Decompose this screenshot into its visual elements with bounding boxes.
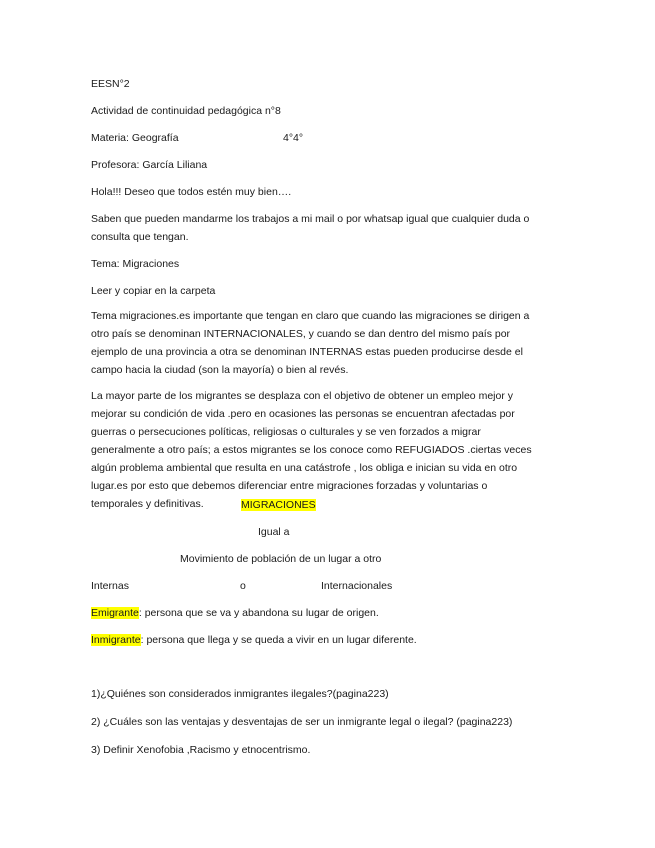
diagram-equals: Igual a xyxy=(258,526,290,538)
instruction-line: Leer y copiar en la carpeta xyxy=(91,285,216,297)
paragraph-migrations-types: Tema migraciones.es importante que tengan en claro que cuando las migraciones se dirigen a otro país se denominan INTERNACIONALES, y cuando se dan dentro del mismo país por ejemplo de una provincia a otra se denominan INTERNAS estas pueden producirse desde el campo hacia la ciudad (son la mayoría) o bien al revés. xyxy=(91,310,530,376)
school-name: EESN°2 xyxy=(91,78,130,90)
paragraph-migrants-reasons: La mayor parte de los migrantes se desplaza con el objetivo de obtener un empleo mejor y mejorar su condición de vida .pero en ocasiones las personas se encuentran afectadas por guerras o persecuciones políticas, religiosas o culturales y se ven forzados a migrar generalmente a otro país; a estos migrantes se los conoce como REFUGIADOS .ciertas veces algún problema ambiental que resulta en una catástrofe , los obliga e inician su vida en otro lugar.es por esto que debemos diferenciar entre migraciones forzadas y voluntarias o temporales y definitivas. xyxy=(91,390,532,510)
diagram-definition: Movimiento de población de un lugar a otro xyxy=(180,553,382,565)
teacher-name: Profesora: García Liliana xyxy=(91,159,208,171)
activity-title: Actividad de continuidad pedagógica n°8 xyxy=(91,105,281,117)
question-3: 3) Definir Xenofobia ,Racismo y etnocentrismo. xyxy=(91,744,311,756)
greeting: Hola!!! Deseo que todos estén muy bien…. xyxy=(91,186,292,198)
definition-emigrant-text: : persona que se va y abandona su lugar de origen. xyxy=(138,607,379,619)
diagram-title xyxy=(241,497,316,513)
term-immigrant: Inmigrante xyxy=(91,634,141,646)
topic-line: Tema: Migraciones xyxy=(91,258,180,270)
subject-line: Materia: Geografía xyxy=(91,132,179,144)
question-1: 1)¿Quiénes son considerados inmigrantes ilegales?(pagina223) xyxy=(91,688,389,700)
diagram-title-text: MIGRACIONES xyxy=(241,499,316,511)
diagram-international: Internacionales xyxy=(321,580,393,592)
definition-immigrant xyxy=(91,632,417,648)
question-2: 2) ¿Cuáles son las ventajas y desventajas de ser un inmigrante legal o ilegal? (pagina223) xyxy=(91,716,513,728)
definition-immigrant-text: : persona que llega y se queda a vivir en un lugar diferente. xyxy=(140,634,417,646)
course-label: 4°4° xyxy=(283,132,304,144)
diagram-internal: Internas xyxy=(91,580,129,592)
diagram-or: o xyxy=(240,580,246,592)
definition-emigrant xyxy=(91,605,379,621)
term-emigrant: Emigrante xyxy=(91,607,139,619)
contact-note: Saben que pueden mandarme los trabajos a mi mail o por whatsap igual que cualquier duda o consulta que tengan. xyxy=(91,213,530,243)
